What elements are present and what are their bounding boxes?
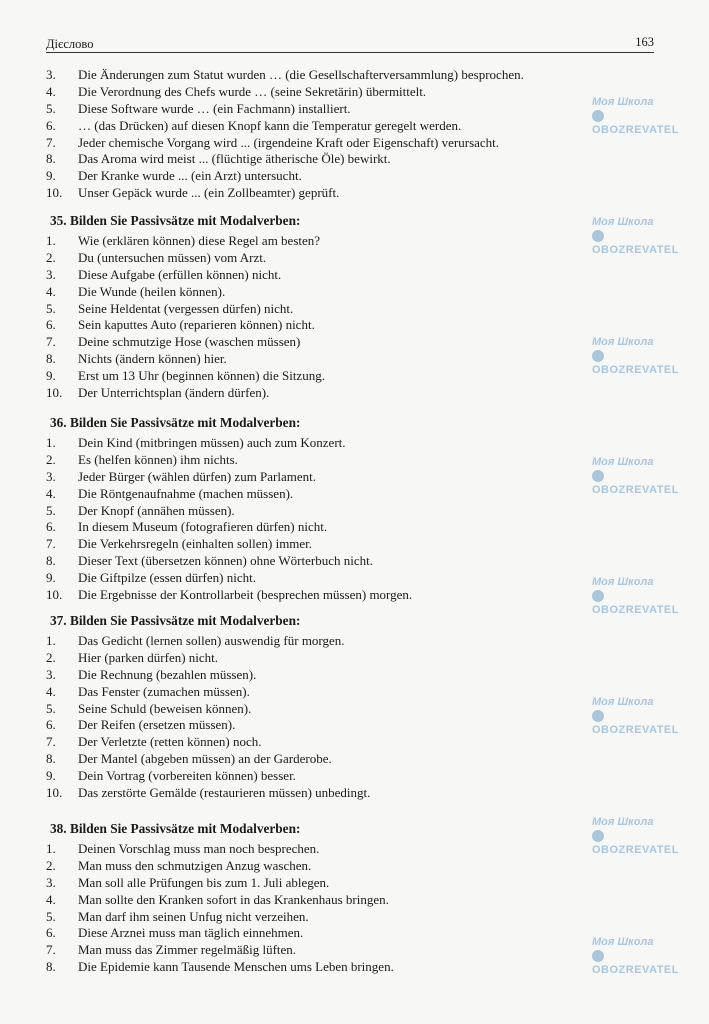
item-number: 5. (46, 300, 56, 316)
item-number: 3. (46, 468, 56, 484)
item-number: 6. (46, 117, 56, 133)
watermark-circle-icon (592, 710, 604, 722)
exercise-item (46, 503, 576, 520)
item-number: 6. (46, 925, 56, 941)
item-text: Du (untersuchen müssen) vom Arzt. (78, 249, 267, 265)
item-number: 4. (46, 683, 56, 699)
exercise-item (46, 768, 576, 785)
exercise-item (46, 185, 576, 202)
watermark-partner: OBOZREVATEL (592, 724, 679, 736)
item-number: 4. (46, 83, 56, 99)
exercise-item (46, 841, 576, 858)
item-text: Nichts (ändern können) hier. (78, 351, 227, 367)
exercise-35 (46, 212, 576, 402)
item-number: 6. (46, 519, 56, 535)
item-number: 4. (46, 485, 56, 501)
watermark-partner: OBOZREVATEL (592, 844, 679, 856)
item-number: 8. (46, 959, 56, 975)
watermark-brand: Моя Школа (592, 216, 654, 228)
item-text: Hier (parken dürfen) nicht. (78, 649, 219, 665)
exercise-item (46, 701, 576, 718)
item-text: Das Aroma wird meist ... (flüchtige ätherische Öle) bewirkt. (78, 151, 391, 167)
watermark-partner: OBOZREVATEL (592, 484, 679, 496)
watermark-partner: OBOZREVATEL (592, 244, 679, 256)
watermark-brand: Моя Школа (592, 456, 654, 468)
exercise-item (46, 553, 576, 570)
exercise-item (46, 875, 576, 892)
exercise-item (46, 368, 576, 385)
item-text: Die Epidemie kann Tausende Menschen ums Leben bringen. (78, 959, 394, 975)
item-text: Deinen Vorschlag muss man noch besprechen. (78, 841, 320, 856)
watermark-logo (592, 335, 692, 377)
chapter-title: Дієслово (46, 37, 94, 51)
exercise-item (46, 301, 576, 318)
item-text: Der Knopf (annähen müssen). (78, 502, 235, 518)
item-number: 1. (46, 841, 56, 856)
exercise-item (46, 633, 576, 650)
exercise-item (46, 650, 576, 667)
exercise-item (46, 118, 576, 135)
exercise-item (46, 452, 576, 469)
item-text: Erst um 13 Uhr (beginnen können) die Sitzung. (78, 368, 325, 384)
item-number: 7. (46, 134, 56, 150)
item-number: 6. (46, 717, 56, 733)
item-text: Man sollte den Kranken sofort in das Krankenhaus bringen. (78, 891, 389, 907)
exercise-item (46, 892, 576, 909)
exercise-title: 37. Bilden Sie Passivsätze mit Modalverben: (50, 613, 301, 628)
item-number: 1. (46, 435, 56, 450)
item-text: Der Verletzte (retten können) noch. (78, 734, 262, 750)
exercise-item (46, 233, 576, 250)
item-number: 7. (46, 942, 56, 958)
item-text: Wie (erklären können) diese Regel am besten? (78, 233, 321, 248)
exercise-item (46, 751, 576, 768)
page-number: 163 (635, 35, 654, 49)
exercise-36 (46, 414, 576, 604)
exercise-item (46, 667, 576, 684)
item-text: Seine Schuld (beweisen können). (78, 700, 252, 716)
page-header (46, 36, 654, 53)
item-number: 4. (46, 891, 56, 907)
exercise-item (46, 570, 576, 587)
item-text: Es (helfen können) ihm nichts. (78, 451, 238, 467)
item-number: 7. (46, 734, 56, 750)
item-text: In diesem Museum (fotografieren dürfen) nicht. (78, 519, 328, 535)
item-text: Jeder Bürger (wählen dürfen) zum Parlament. (78, 468, 317, 484)
item-text: Sein kaputtes Auto (reparieren können) nicht. (78, 317, 315, 333)
exercise-item (46, 317, 576, 334)
watermark-brand: Моя Школа (592, 936, 654, 948)
item-number: 9. (46, 570, 56, 586)
item-number: 1. (46, 633, 56, 648)
item-number: 3. (46, 666, 56, 682)
item-text: Die Änderungen zum Statut wurden … (die Gesellschafterversammlung) besprochen. (78, 67, 524, 82)
watermark-circle-icon (592, 830, 604, 842)
exercise-item (46, 435, 576, 452)
item-text: Die Röntgenaufnahme (machen müssen). (78, 485, 294, 501)
watermark-brand: Моя Школа (592, 696, 654, 708)
exercise-item (46, 385, 576, 402)
item-number: 5. (46, 700, 56, 716)
item-number: 9. (46, 768, 56, 784)
watermark-circle-icon (592, 110, 604, 122)
exercise-title: 35. Bilden Sie Passivsätze mit Modalverben: (50, 213, 301, 228)
watermark-partner: OBOZREVATEL (592, 964, 679, 976)
exercise-item (46, 959, 576, 976)
item-number: 2. (46, 857, 56, 873)
watermark-circle-icon (592, 470, 604, 482)
exercise-item (46, 101, 576, 118)
watermark-partner: OBOZREVATEL (592, 364, 679, 376)
exercise-item (46, 151, 576, 168)
exercise-item (46, 519, 576, 536)
watermark-partner: OBOZREVATEL (592, 604, 679, 616)
item-text: Die Giftpilze (essen dürfen) nicht. (78, 570, 256, 586)
item-text: Diese Arznei muss man täglich einnehmen. (78, 925, 304, 941)
exercise-item (46, 168, 576, 185)
watermark-logo (592, 575, 692, 617)
item-text: Dein Vortrag (vorbereiten können) besser. (78, 768, 296, 784)
item-text: Das zerstörte Gemälde (restaurieren müssen) unbedingt. (78, 785, 371, 801)
exercise-item (46, 909, 576, 926)
item-text: Der Reifen (ersetzen müssen). (78, 717, 236, 733)
item-number: 5. (46, 908, 56, 924)
watermark-circle-icon (592, 950, 604, 962)
item-text: Der Mantel (abgeben müssen) an der Garderobe. (78, 751, 332, 767)
watermark-brand: Моя Школа (592, 576, 654, 588)
watermark-logo (592, 455, 692, 497)
item-number: 3. (46, 266, 56, 282)
exercise-item (46, 785, 576, 802)
item-text: Dieser Text (übersetzen können) ohne Wörterbuch nicht. (78, 553, 373, 569)
item-text: Diese Software wurde … (ein Fachmann) installiert. (78, 100, 351, 116)
exercise-item (46, 135, 576, 152)
exercise-item (46, 67, 576, 84)
exercise-item (46, 486, 576, 503)
item-text: Unser Gepäck wurde ... (ein Zollbeamter) geprüft. (78, 185, 340, 201)
item-number: 7. (46, 536, 56, 552)
exercise-item (46, 250, 576, 267)
item-number: 1. (46, 233, 56, 248)
exercise-34-continued (46, 67, 576, 202)
exercise-item (46, 684, 576, 701)
watermark-brand: Моя Школа (592, 336, 654, 348)
item-number: 10. (46, 785, 63, 801)
item-text: Dein Kind (mitbringen müssen) auch zum Konzert. (78, 435, 346, 450)
item-text: Seine Heldentat (vergessen dürfen) nicht. (78, 300, 294, 316)
watermark-brand: Моя Школа (592, 96, 654, 108)
item-number: 10. (46, 385, 63, 401)
item-number: 4. (46, 283, 56, 299)
exercise-item (46, 334, 576, 351)
item-number: 10. (46, 587, 63, 603)
item-number: 3. (46, 67, 56, 82)
exercise-item (46, 734, 576, 751)
exercise-title: 36. Bilden Sie Passivsätze mit Modalverben: (50, 415, 301, 430)
watermark-circle-icon (592, 350, 604, 362)
exercise-item (46, 351, 576, 368)
item-text: Die Verordnung des Chefs wurde … (seine Sekretärin) übermittelt. (78, 83, 427, 99)
item-number: 8. (46, 351, 56, 367)
item-text: Die Wunde (heilen können). (78, 283, 226, 299)
item-number: 7. (46, 334, 56, 350)
item-text: Man muss das Zimmer regelmäßig lüften. (78, 942, 297, 958)
item-number: 2. (46, 451, 56, 467)
item-number: 8. (46, 151, 56, 167)
watermark-logo (592, 95, 692, 137)
exercise-item (46, 469, 576, 486)
item-text: Diese Aufgabe (erfüllen können) nicht. (78, 266, 282, 282)
item-text: … (das Drücken) auf diesen Knopf kann die Temperatur geregelt werden. (78, 117, 462, 133)
item-number: 5. (46, 100, 56, 116)
watermark-partner: OBOZREVATEL (592, 124, 679, 136)
item-text: Das Fenster (zumachen müssen). (78, 683, 250, 699)
item-text: Der Kranke wurde ... (ein Arzt) untersucht. (78, 168, 302, 184)
watermark-circle-icon (592, 230, 604, 242)
watermark-logo (592, 935, 692, 977)
exercise-item (46, 536, 576, 553)
item-number: 8. (46, 751, 56, 767)
item-number: 3. (46, 874, 56, 890)
item-number: 6. (46, 317, 56, 333)
item-number: 5. (46, 502, 56, 518)
item-number: 8. (46, 553, 56, 569)
exercise-item (46, 587, 576, 604)
exercise-title: 38. Bilden Sie Passivsätze mit Modalverben: (50, 821, 301, 836)
exercise-item (46, 284, 576, 301)
watermark-logo (592, 215, 692, 257)
watermark-brand: Моя Школа (592, 816, 654, 828)
item-number: 10. (46, 185, 63, 201)
item-number: 9. (46, 168, 56, 184)
watermark-circle-icon (592, 590, 604, 602)
item-text: Das Gedicht (lernen sollen) auswendig für morgen. (78, 633, 345, 648)
item-text: Jeder chemische Vorgang wird ... (irgendeine Kraft oder Eigenschaft) verursacht. (78, 134, 500, 150)
exercise-item (46, 267, 576, 284)
exercise-item (46, 717, 576, 734)
item-text: Man darf ihm seinen Unfug nicht verzeihen. (78, 908, 309, 924)
item-text: Die Ergebnisse der Kontrollarbeit (besprechen müssen) morgen. (78, 587, 413, 603)
item-number: 9. (46, 368, 56, 384)
item-text: Deine schmutzige Hose (waschen müssen) (78, 334, 301, 350)
item-text: Man soll alle Prüfungen bis zum 1. Juli ablegen. (78, 874, 330, 890)
exercise-item (46, 858, 576, 875)
exercise-38 (46, 820, 576, 976)
item-number: 2. (46, 249, 56, 265)
exercise-item (46, 84, 576, 101)
watermark-logo (592, 815, 692, 857)
item-number: 2. (46, 649, 56, 665)
item-text: Die Rechnung (bezahlen müssen). (78, 666, 257, 682)
item-text: Man muss den schmutzigen Anzug waschen. (78, 857, 312, 873)
item-text: Der Unterrichtsplan (ändern dürfen). (78, 385, 270, 401)
exercise-item (46, 942, 576, 959)
watermark-logo (592, 695, 692, 737)
exercise-37 (46, 612, 576, 802)
item-text: Die Verkehrsregeln (einhalten sollen) immer. (78, 536, 313, 552)
exercise-item (46, 925, 576, 942)
